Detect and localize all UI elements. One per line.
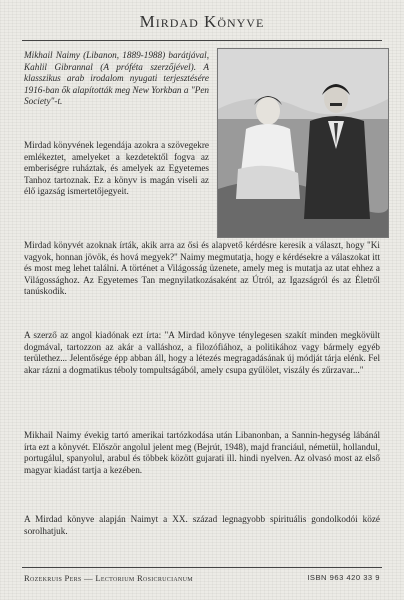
paragraph-5: A Mirdad könyve alapján Naimyt a XX. század legnagyobb spirituális gondolkodói közé sorolhatjuk.: [24, 514, 380, 536]
isbn: ISBN 963 420 33 9: [307, 573, 380, 582]
paragraph-4: Mikhail Naimy évekig tartó amerikai tartózkodása után Libanonban, a Sannin-hegység lábánál írta ezt a könyvét. Először angolul jelent meg (Bejrút, 1948), majd franciául, németül, hollandul, portugálul, spanyolul, arabul és többek között gujarati ill. hindi nyelven. Az olvasó most az első magyar kiadást tartja a kezében.: [24, 430, 380, 475]
top-divider: [22, 40, 382, 41]
bottom-divider: [22, 567, 382, 568]
author-photo: [217, 48, 389, 238]
publisher-name: Rozekruis Pers — Lectorium Rosicrucianum: [24, 573, 193, 583]
page-title: Mirdad Könyve: [139, 12, 265, 31]
paragraph-3: A szerző az angol kiadónak ezt írta: "A Mirdad könyve ténylegesen szakít minden megkövült dogmával, tartozzon az akár a valláshoz, a filozófiához, a politikához vagy bármely egyéb területhez... Jelentősége épp abban áll, hogy a létezés megragadásának új módját tárja elénk. Fel akar rázni a dogmatikus téboly tompultságából, amely csupa gyűlölet, viszály és zűrzavar...": [24, 330, 380, 375]
paragraph-2: Mirdad könyvét azoknak írták, akik arra az ősi és alapvető kérdésre keresik a választ, hogy "Ki vagyok, honnan jövök, és hová megyek?" Naimy megmutatja, hogy e kérdésekre a válaszokat itt és most meg lehet találni. A történet a Világosság üzenete, amely meg is mutatja az utat ehhez a Világossághoz. Az Egyetemes Tan megnyilatkozásaként az Útról, az Igazságról és az Életről tanúskodik.: [24, 240, 380, 297]
author-photo-illustration: [218, 49, 388, 237]
photo-caption: Mikhail Naimy (Libanon, 1889-1988) barátjával, Kahlil Gibrannal (A próféta szerzőjével). A klasszikus arab irodalom nyugati terjesztésére 1916-ban ők alapították meg New Yorkban a "Pen Society"-t.: [24, 50, 209, 107]
paragraph-1: Mirdad könyvének legendája azokra a szövegekre emlékeztet, amelyeket a kezdetektől fogva az emberiségre ruháztak, és amelyek az Egyetemes Tanhoz tartoznak. Ez a könyv is magán viseli az élő igazság ismertetőjegyeit.: [24, 140, 209, 197]
